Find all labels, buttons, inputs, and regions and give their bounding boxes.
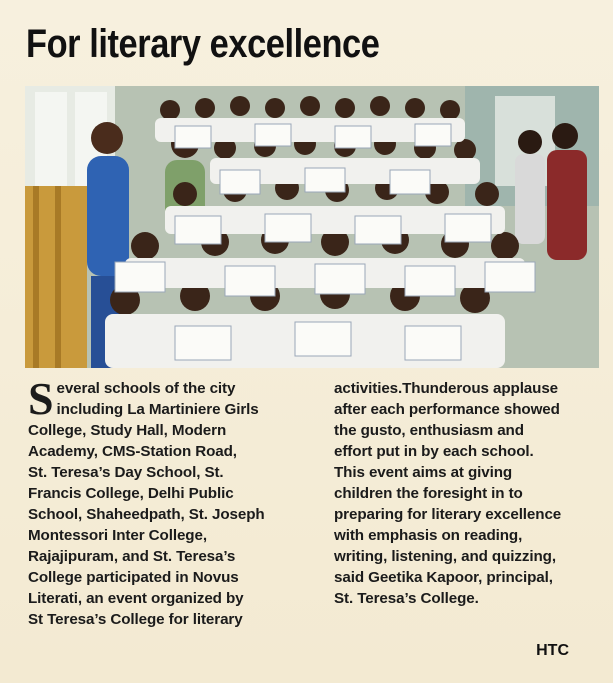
- text-line: Montessori Inter College,: [28, 527, 207, 544]
- photo-illustration: [25, 86, 599, 368]
- text-line: after each performance showed: [334, 401, 560, 418]
- text-line: St Teresa’s College for literary: [28, 611, 243, 628]
- text-line: Academy, CMS-Station Road,: [28, 443, 237, 460]
- text-line: School, Shaheedpath, St. Joseph: [28, 506, 265, 523]
- headline: For literary excellence: [26, 22, 380, 66]
- text-line: This event aims at giving: [334, 464, 513, 481]
- text-line: everal schools of the city: [56, 380, 236, 397]
- photo-credit: HTC: [536, 642, 569, 659]
- text-line: preparing for literary excellence: [334, 506, 562, 523]
- text-line: said Geetika Kapoor, principal,: [334, 569, 553, 586]
- text-line: St. Teresa’s Day School, St.: [28, 464, 224, 481]
- text-line: College, Study Hall, Modern: [28, 422, 227, 439]
- text-line: writing, listening, and quizzing,: [334, 548, 556, 565]
- text-line: activities.Thunderous applause: [334, 380, 559, 397]
- article-body: [28, 373, 588, 630]
- text-line: Rajajipuram, and St. Teresa’s: [28, 548, 236, 565]
- group-photo: [25, 86, 599, 368]
- text-line: Francis College, Delhi Public: [28, 485, 234, 502]
- left-column: [28, 373, 310, 630]
- text-line: children the foresight in to: [334, 485, 523, 502]
- text-line: with emphasis on reading,: [334, 527, 523, 544]
- drop-cap: S: [28, 373, 54, 424]
- text-line: College participated in Novus: [28, 569, 239, 586]
- right-column: [334, 378, 588, 630]
- text-line: the gusto, enthusiasm and: [334, 422, 524, 439]
- text-line: effort put in by each school.: [334, 443, 534, 460]
- text-line: Literati, an event organized by: [28, 590, 244, 607]
- text-line: St. Teresa’s College.: [334, 590, 479, 607]
- text-line: including La Martiniere Girls: [56, 401, 259, 418]
